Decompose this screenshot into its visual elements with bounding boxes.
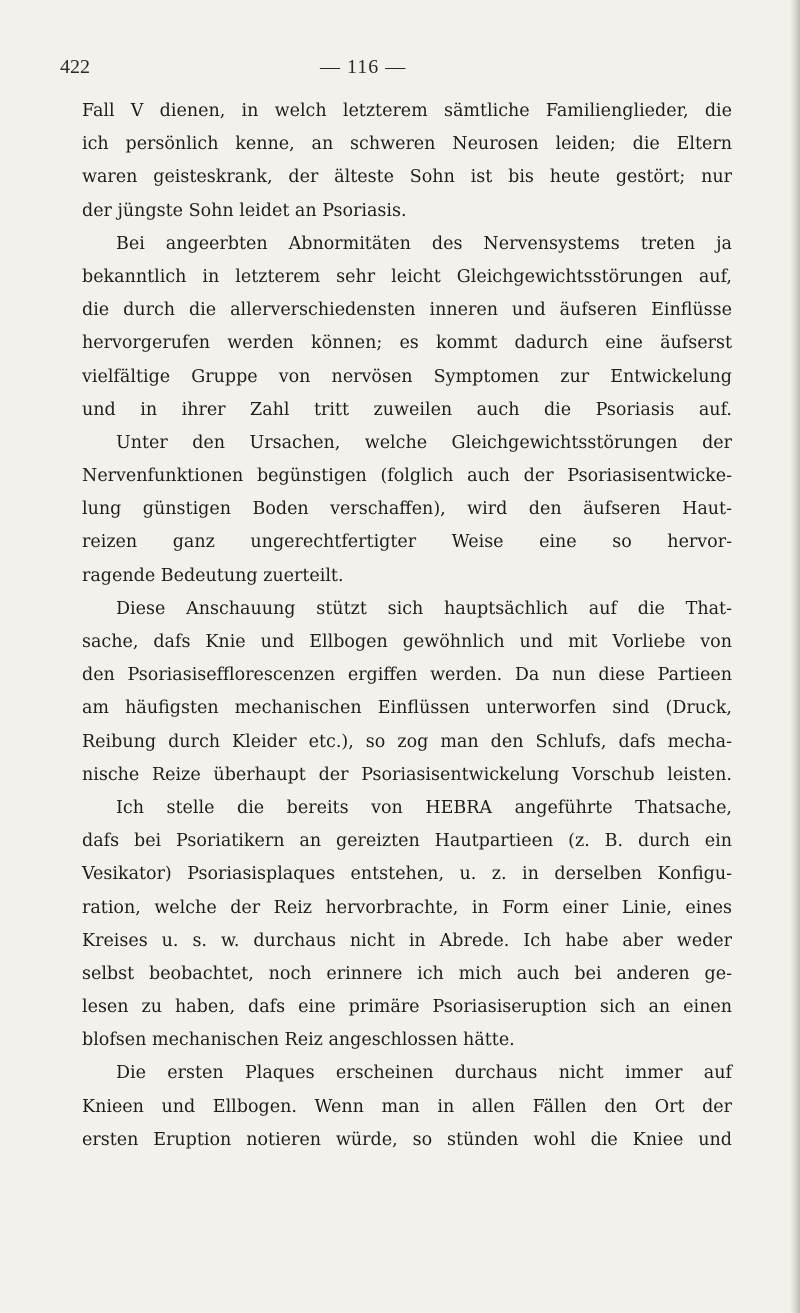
body-text [82, 95, 732, 1157]
text-line: reizen ganz ungerechtfertigter Weise eine so hervor- [82, 532, 732, 553]
text-line: Vesikator) Psoriasisplaques entstehen, u. z. in derselben Konfigu- [82, 864, 732, 885]
text-line: am häufigsten mechanischen Einflüssen unterworfen sind (Druck, [82, 698, 732, 719]
text-line: lung günstigen Boden verschaffen), wird den äufseren Haut- [82, 499, 732, 520]
text-line: selbst beobachtet, noch erinnere ich mich auch bei anderen ge- [82, 963, 732, 984]
text-line: ersten Eruption notieren würde, so stünden wohl die Kniee und [82, 1129, 732, 1150]
text-line: Unter den Ursachen, welche Gleichgewichtsstörungen der [116, 432, 732, 453]
text-line: der jüngste Sohn leidet an Psoriasis. [82, 200, 407, 221]
text-line: waren geisteskrank, der älteste Sohn ist bis heute gestört; nur [82, 167, 732, 188]
text-line: blofsen mechanischen Reiz angeschlossen hätte. [82, 1030, 515, 1051]
page-edge-shadow [790, 0, 800, 1313]
text-line: Kreises u. s. w. durchaus nicht in Abrede. Ich habe aber weder [82, 930, 732, 951]
text-line: Knieen und Ellbogen. Wenn man in allen Fällen den Ort der [82, 1096, 732, 1117]
text-line: ragende Bedeutung zuerteilt. [82, 565, 344, 586]
text-line: Reibung durch Kleider etc.), so zog man den Schlufs, dafs mecha- [82, 731, 732, 752]
running-page-title: — 116 — [320, 56, 407, 78]
text-line: den Psoriasisefflorescenzen ergiffen werden. Da nun diese Partieen [82, 665, 732, 686]
text-line: ration, welche der Reiz hervorbrachte, in Form einer Linie, eines [82, 897, 732, 918]
text-line: Diese Anschauung stützt sich hauptsächlich auf die That- [116, 598, 732, 619]
text-line: dafs bei Psoriatikern an gereizten Hautpartieen (z. B. durch ein [82, 831, 732, 852]
page-number: 422 [60, 56, 90, 78]
text-line: Bei angeerbten Abnormitäten des Nervensystems treten ja [116, 233, 732, 254]
text-line: Nervenfunktionen begünstigen (folglich auch der Psoriasisentwicke- [82, 466, 732, 487]
text-line: nische Reize überhaupt der Psoriasisentwickelung Vorschub leisten. [82, 764, 732, 785]
text-line: die durch die allerverschiedensten inneren und äufseren Einflüsse [82, 300, 732, 321]
text-line: sache, dafs Knie und Ellbogen gewöhnlich und mit Vorliebe von [82, 632, 732, 652]
text-line: Fall V dienen, in welch letzterem sämtliche Familienglieder, die [82, 101, 732, 121]
text-line: und in ihrer Zahl tritt zuweilen auch die Psoriasis auf. [82, 399, 732, 420]
text-line: bekanntlich in letzterem sehr leicht Gleichgewichtsstörungen auf, [82, 266, 732, 287]
text-line: lesen zu haben, dafs eine primäre Psoriasiseruption sich an einen [82, 997, 732, 1018]
text-line: vielfältige Gruppe von nervösen Symptomen zur Entwickelung [82, 366, 732, 387]
text-line: ich persönlich kenne, an schweren Neurosen leiden; die Eltern [82, 134, 732, 155]
text-line: hervorgerufen werden können; es kommt dadurch eine äufserst [82, 333, 732, 354]
text-line: Die ersten Plaques erscheinen durchaus nicht immer auf [116, 1063, 732, 1084]
text-line: Ich stelle die bereits von HEBRA angeführte Thatsache, [116, 797, 732, 818]
